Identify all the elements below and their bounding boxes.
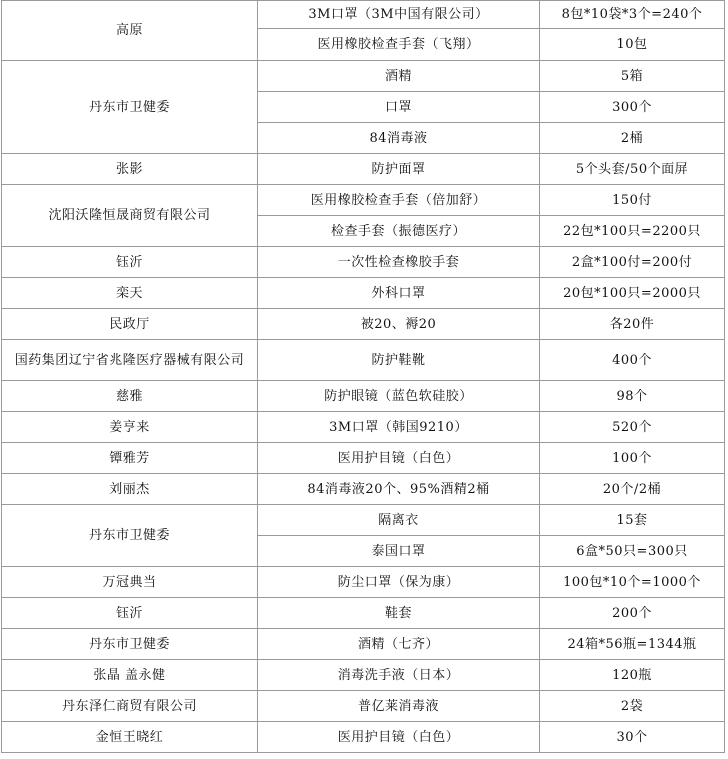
table-row	[2, 154, 725, 185]
item-cell: 防尘口罩（保为康）	[258, 567, 540, 598]
item-cell: 鞋套	[258, 598, 540, 629]
table-row	[2, 691, 725, 722]
donor-cell: 钰沂	[2, 247, 258, 278]
donor-cell: 国药集团辽宁省兆隆医疗器械有限公司	[2, 340, 258, 381]
item-cell: 普亿莱消毒液	[258, 691, 540, 722]
item-cell: 3M口罩（3M中国有限公司）	[258, 1, 540, 29]
item-cell: 医用橡胶检查手套（倍加舒）	[258, 185, 540, 216]
donor-cell: 高原	[2, 1, 258, 61]
item-cell: 外科口罩	[258, 278, 540, 309]
table-row	[2, 567, 725, 598]
item-cell: 酒精	[258, 61, 540, 92]
quantity-cell: 8包*10袋*3个=240个	[540, 1, 725, 29]
quantity-cell: 520个	[540, 412, 725, 443]
quantity-cell: 98个	[540, 381, 725, 412]
donor-cell: 丹东市卫健委	[2, 629, 258, 660]
item-cell: 医用橡胶检查手套（飞翔）	[258, 29, 540, 61]
donor-cell: 镡雅芳	[2, 443, 258, 474]
item-cell: 医用护目镜（白色）	[258, 722, 540, 753]
table-row	[2, 598, 725, 629]
quantity-cell: 20包*100只=2000只	[540, 278, 725, 309]
quantity-cell: 200个	[540, 598, 725, 629]
table-row	[2, 309, 725, 340]
item-cell: 一次性检查橡胶手套	[258, 247, 540, 278]
donor-cell: 张晶 盖永健	[2, 660, 258, 691]
item-cell: 检查手套（振德医疗）	[258, 216, 540, 247]
quantity-cell: 6盒*50只=300只	[540, 536, 725, 567]
quantity-cell: 100包*10个=1000个	[540, 567, 725, 598]
item-cell: 84消毒液20个、95%酒精2桶	[258, 474, 540, 505]
item-cell: 消毒洗手液（日本）	[258, 660, 540, 691]
item-cell: 3M口罩（韩国9210）	[258, 412, 540, 443]
item-cell: 防护眼镜（蓝色软硅胶）	[258, 381, 540, 412]
donor-cell: 张影	[2, 154, 258, 185]
donor-cell: 丹东泽仁商贸有限公司	[2, 691, 258, 722]
quantity-cell: 10包	[540, 29, 725, 61]
quantity-cell: 15套	[540, 505, 725, 536]
table-row	[2, 185, 725, 216]
donor-cell: 钰沂	[2, 598, 258, 629]
donor-cell: 姜亨来	[2, 412, 258, 443]
item-cell: 泰国口罩	[258, 536, 540, 567]
quantity-cell: 300个	[540, 92, 725, 123]
table-row	[2, 1, 725, 29]
table-row	[2, 247, 725, 278]
donation-table	[1, 0, 725, 753]
donor-cell: 民政厅	[2, 309, 258, 340]
donor-cell: 沈阳沃隆恒晟商贸有限公司	[2, 185, 258, 247]
donor-cell: 丹东市卫健委	[2, 505, 258, 567]
donor-cell: 刘丽杰	[2, 474, 258, 505]
table-row	[2, 505, 725, 536]
table-row	[2, 660, 725, 691]
table-row	[2, 61, 725, 92]
item-cell: 酒精（七齐）	[258, 629, 540, 660]
table-row	[2, 278, 725, 309]
quantity-cell: 2袋	[540, 691, 725, 722]
quantity-cell: 5箱	[540, 61, 725, 92]
quantity-cell: 100个	[540, 443, 725, 474]
quantity-cell: 400个	[540, 340, 725, 381]
item-cell: 隔离衣	[258, 505, 540, 536]
quantity-cell: 30个	[540, 722, 725, 753]
quantity-cell: 各20件	[540, 309, 725, 340]
item-cell: 医用护目镜（白色）	[258, 443, 540, 474]
item-cell: 防护鞋靴	[258, 340, 540, 381]
quantity-cell: 120瓶	[540, 660, 725, 691]
donor-cell: 慈雅	[2, 381, 258, 412]
quantity-cell: 2桶	[540, 123, 725, 154]
donor-cell: 金恒王晓红	[2, 722, 258, 753]
table-row	[2, 474, 725, 505]
quantity-cell: 22包*100只=2200只	[540, 216, 725, 247]
table-row	[2, 443, 725, 474]
table-row	[2, 722, 725, 753]
item-cell: 口罩	[258, 92, 540, 123]
quantity-cell: 5个头套/50个面屏	[540, 154, 725, 185]
donor-cell: 丹东市卫健委	[2, 61, 258, 154]
quantity-cell: 2盒*100付=200付	[540, 247, 725, 278]
table-row	[2, 381, 725, 412]
item-cell: 被20、褥20	[258, 309, 540, 340]
donor-cell: 万冠典当	[2, 567, 258, 598]
table-row	[2, 340, 725, 381]
table-row	[2, 412, 725, 443]
quantity-cell: 20个/2桶	[540, 474, 725, 505]
item-cell: 84消毒液	[258, 123, 540, 154]
quantity-cell: 24箱*56瓶=1344瓶	[540, 629, 725, 660]
quantity-cell: 150付	[540, 185, 725, 216]
item-cell: 防护面罩	[258, 154, 540, 185]
table-row	[2, 629, 725, 660]
donor-cell: 栾天	[2, 278, 258, 309]
